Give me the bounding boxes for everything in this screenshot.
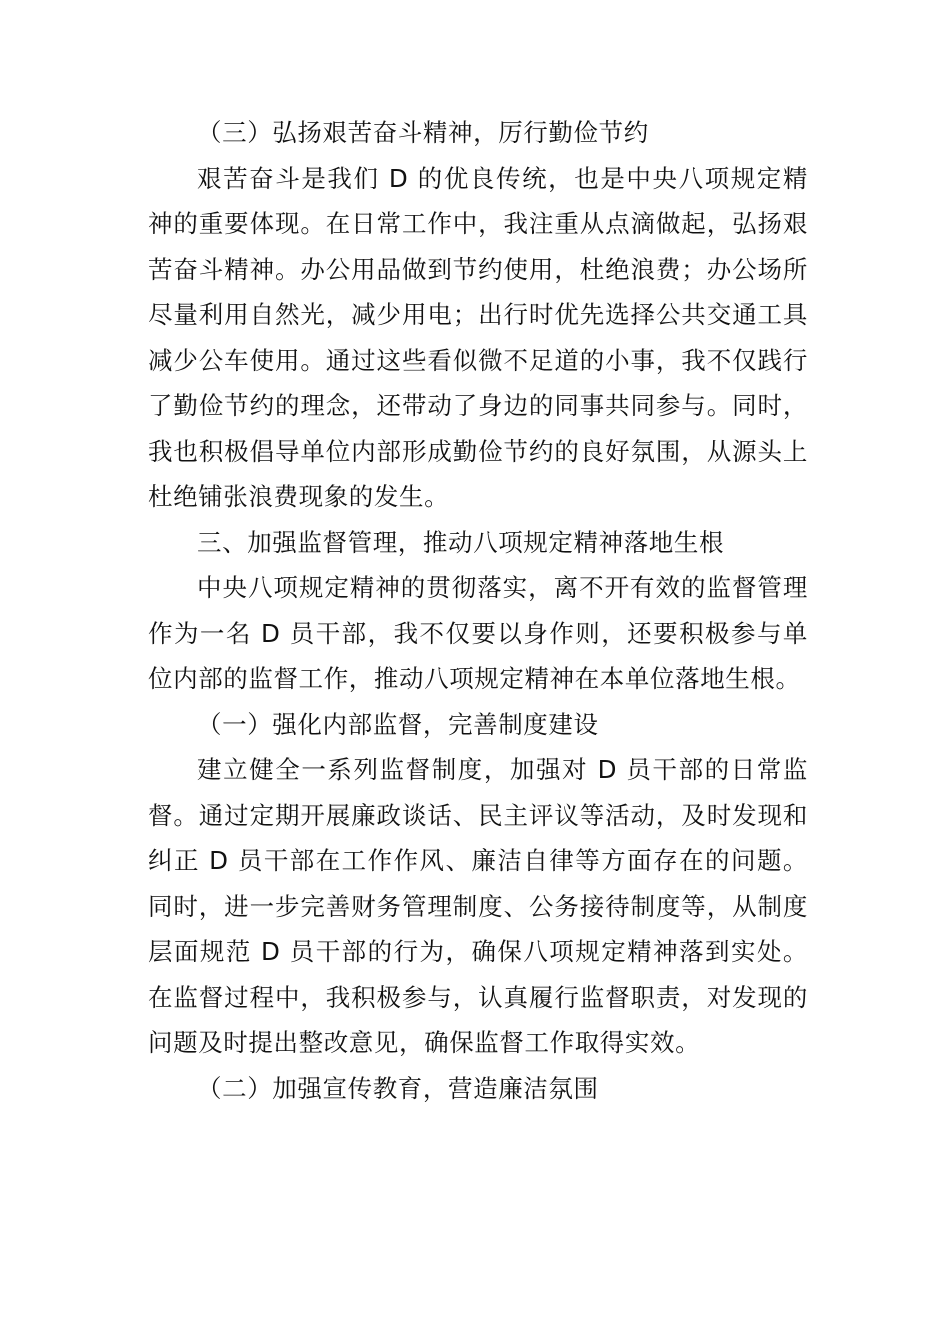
paragraph-line: 减少公车使用。通过这些看似微不足道的小事，我不仅践行 xyxy=(148,345,808,375)
document-body xyxy=(148,110,808,1111)
subheading-two: （二）加强宣传教育，营造廉洁氛围 xyxy=(197,1073,599,1103)
subheading-three: （三）弘扬艰苦奋斗精神，厉行勤俭节约 xyxy=(197,118,649,147)
paragraph-line: 层面规范 D 员干部的行为，确保八项规定精神落到实处。 xyxy=(148,937,808,966)
paragraph-line: 艰苦奋斗是我们 D 的优良传统，也是中央八项规定精 xyxy=(197,163,808,193)
paragraph-line: 建立健全一系列监督制度，加强对 D 员干部的日常监 xyxy=(197,755,808,784)
paragraph-line: 同时，进一步完善财务管理制度、公务接待制度等，从制度 xyxy=(148,891,808,921)
paragraph-line: 尽量利用自然光，减少用电；出行时优先选择公共交通工具 xyxy=(148,300,808,329)
paragraph-line: 我也积极倡导单位内部形成勤俭节约的良好氛围，从源头上 xyxy=(148,436,808,466)
paragraph-line: 苦奋斗精神。办公用品做到节约使用，杜绝浪费；办公场所 xyxy=(148,254,808,284)
paragraph-line: 中央八项规定精神的贯彻落实，离不开有效的监督管理 xyxy=(197,573,808,602)
paragraph-line: 杜绝铺张浪费现象的发生。 xyxy=(148,482,450,511)
paragraph-line: 作为一名 D 员干部，我不仅要以身作则，还要积极参与单 xyxy=(148,618,808,648)
paragraph-line: 位内部的监督工作，推动八项规定精神在本单位落地生根。 xyxy=(148,664,801,693)
paragraph-line: 纠正 D 员干部在工作作风、廉洁自律等方面存在的问题。 xyxy=(148,846,808,875)
paragraph-line: 在监督过程中，我积极参与，认真履行监督职责，对发现的 xyxy=(148,982,808,1012)
section-heading: 三、加强监督管理，推动八项规定精神落地生根 xyxy=(197,527,725,557)
paragraph-line: 问题及时提出整改意见，确保监督工作取得实效。 xyxy=(148,1028,701,1057)
paragraph-line: 督。通过定期开展廉政谈话、民主评议等活动，及时发现和 xyxy=(148,800,808,830)
paragraph-line: 了勤俭节约的理念，还带动了身边的同事共同参与。同时， xyxy=(148,391,808,420)
paragraph-line: 神的重要体现。在日常工作中，我注重从点滴做起，弘扬艰 xyxy=(148,209,808,238)
subheading-one: （一）强化内部监督，完善制度建设 xyxy=(197,709,599,739)
